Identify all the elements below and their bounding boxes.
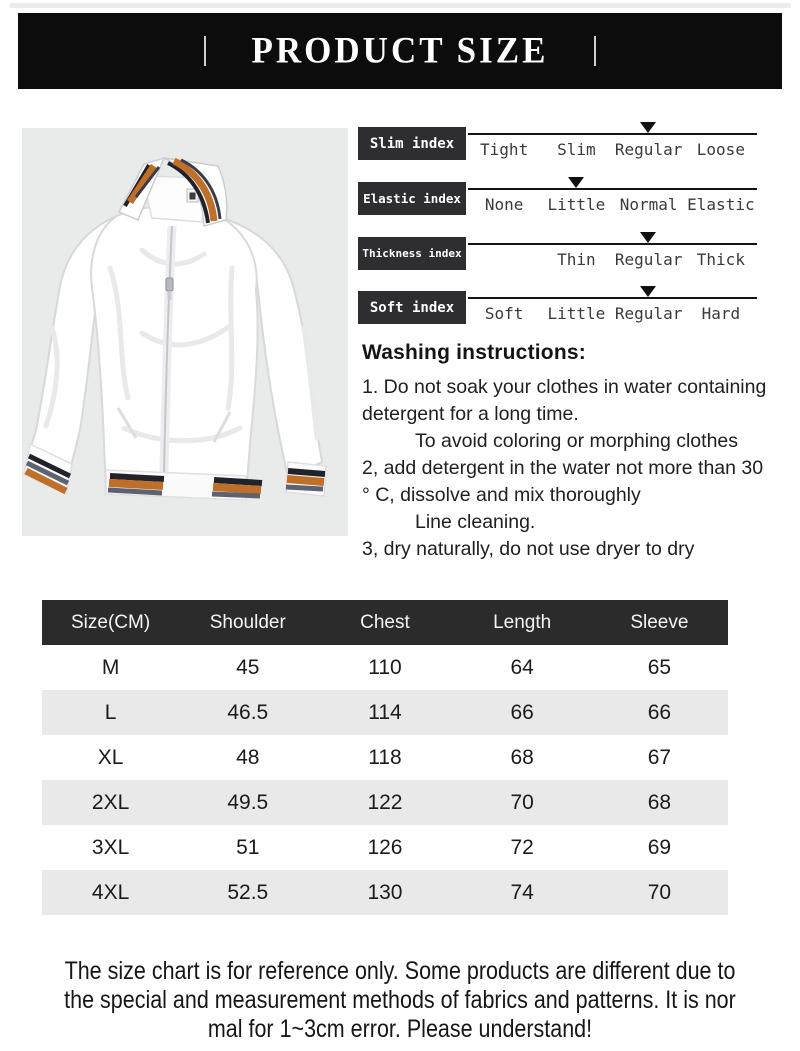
scale-line (468, 188, 757, 190)
cell-shoulder: 51 (236, 835, 260, 859)
page-title: PRODUCT SIZE (251, 30, 549, 71)
cell-sleeve: 66 (647, 700, 672, 724)
size-chart (42, 600, 728, 915)
disclaimer-line: the special and measurement methods of fabrics and patterns. It is nor (64, 986, 736, 1014)
index-label-thickness (358, 237, 466, 270)
cell-chest: 114 (368, 700, 402, 724)
cell-shoulder: 48 (236, 745, 260, 769)
column-header-chest: Chest (316, 600, 453, 645)
cell-chest: 126 (367, 835, 403, 859)
cell-length: 72 (510, 835, 534, 859)
cell-size: XL (97, 745, 124, 769)
scale-option: Hard (701, 304, 741, 323)
washing-line: Line cleaning. (415, 511, 536, 533)
index-row-slim (358, 127, 758, 179)
disclaimer-line: The size chart is for reference only. Some products are different due to (64, 957, 736, 985)
scale-option: Regular (614, 250, 683, 269)
scale-option: Little (547, 195, 606, 214)
washing-line: 3, dry naturally, do not use dryer to dry (362, 538, 695, 560)
zipper-pull (166, 278, 173, 291)
scale-line (468, 297, 757, 299)
washing-line: 1. Do not soak your clothes in water containing (362, 376, 767, 398)
cell-sleeve: 68 (647, 790, 672, 814)
marker-triangle-icon (640, 232, 656, 243)
scale-option: Regular (614, 140, 683, 159)
table-row (42, 690, 728, 735)
marker-triangle-icon (640, 286, 656, 297)
index-label-text: Thickness index (362, 247, 462, 260)
title-divider-right (594, 36, 596, 66)
index-row-thickness (358, 237, 758, 289)
cell-shoulder: 52.5 (227, 880, 269, 904)
index-row-soft (358, 291, 758, 343)
size-chart-header-row (42, 600, 728, 645)
index-row-elastic (358, 182, 758, 234)
table-row (42, 645, 728, 690)
washing-line: To avoid coloring or morphing clothes (415, 430, 739, 452)
cell-sleeve: 67 (647, 745, 672, 769)
title-divider-left (204, 36, 206, 66)
disclaimer (0, 957, 800, 1044)
cell-size: 2XL (91, 790, 130, 814)
cell-size: L (104, 700, 117, 724)
scale-option: Slim (557, 140, 596, 159)
title-banner (18, 13, 782, 89)
cell-chest: 118 (368, 745, 402, 769)
scale-line (468, 133, 757, 135)
cell-shoulder: 46.5 (227, 700, 269, 724)
washing-heading: Washing instructions: (362, 341, 586, 364)
cell-size: 4XL (91, 880, 130, 904)
scale-option: Regular (614, 304, 683, 323)
washing-line: detergent for a long time. (362, 403, 579, 425)
cell-shoulder: 49.5 (227, 790, 269, 814)
table-row (42, 825, 728, 870)
scale-option: Normal (619, 195, 678, 214)
index-label-text: Slim index (369, 135, 455, 152)
scale-option: None (484, 195, 524, 214)
table-row (42, 780, 728, 825)
scale-option: Little (547, 304, 606, 323)
right-cuff-stripes (286, 471, 325, 489)
scale-option: Elastic (687, 195, 755, 214)
cell-chest: 122 (367, 790, 403, 814)
washing-line: 2, add detergent in the water not more than 30 (362, 457, 764, 479)
index-label-text: Soft index (369, 299, 455, 316)
table-row (42, 735, 728, 780)
scale-line (468, 243, 757, 245)
table-row (42, 870, 728, 915)
cell-length: 68 (510, 745, 534, 769)
scale-option: Thin (557, 250, 596, 269)
marker-triangle-icon (640, 122, 656, 133)
index-label-slim (358, 127, 466, 160)
column-header-shoulder: Shoulder (179, 600, 316, 645)
index-label-text: Elastic index (363, 191, 461, 206)
cell-chest: 130 (367, 880, 403, 904)
cell-length: 70 (510, 790, 534, 814)
cell-length: 64 (510, 655, 534, 679)
top-divider (10, 3, 791, 8)
cell-shoulder: 45 (236, 655, 260, 679)
marker-triangle-icon (568, 177, 584, 188)
scale-option: Thick (696, 250, 745, 269)
cell-length: 66 (510, 700, 534, 724)
index-label-elastic (358, 182, 466, 215)
product-image (22, 128, 348, 536)
cell-chest: 110 (368, 655, 402, 679)
scale-option: Loose (696, 140, 745, 159)
column-header-length: Length (454, 600, 591, 645)
column-header-sleeve: Sleeve (591, 600, 728, 645)
index-label-soft (358, 291, 466, 324)
scale-option: Soft (484, 304, 524, 323)
cell-length: 74 (510, 880, 534, 904)
cell-sleeve: 65 (647, 655, 672, 679)
washing-instructions (362, 341, 796, 563)
column-header-size: Size(CM) (42, 600, 179, 645)
scale-option: Tight (480, 140, 529, 159)
jacket-illustration (22, 128, 348, 536)
disclaimer-line: mal for 1~3cm error. Please understand! (207, 1015, 593, 1043)
cell-sleeve: 69 (647, 835, 672, 859)
cell-sleeve: 70 (647, 880, 672, 904)
cell-size: M (101, 655, 120, 679)
cell-size: 3XL (91, 835, 130, 859)
washing-line: ° C, dissolve and mix thoroughly (362, 484, 641, 506)
scale-option-spacer (468, 250, 540, 269)
